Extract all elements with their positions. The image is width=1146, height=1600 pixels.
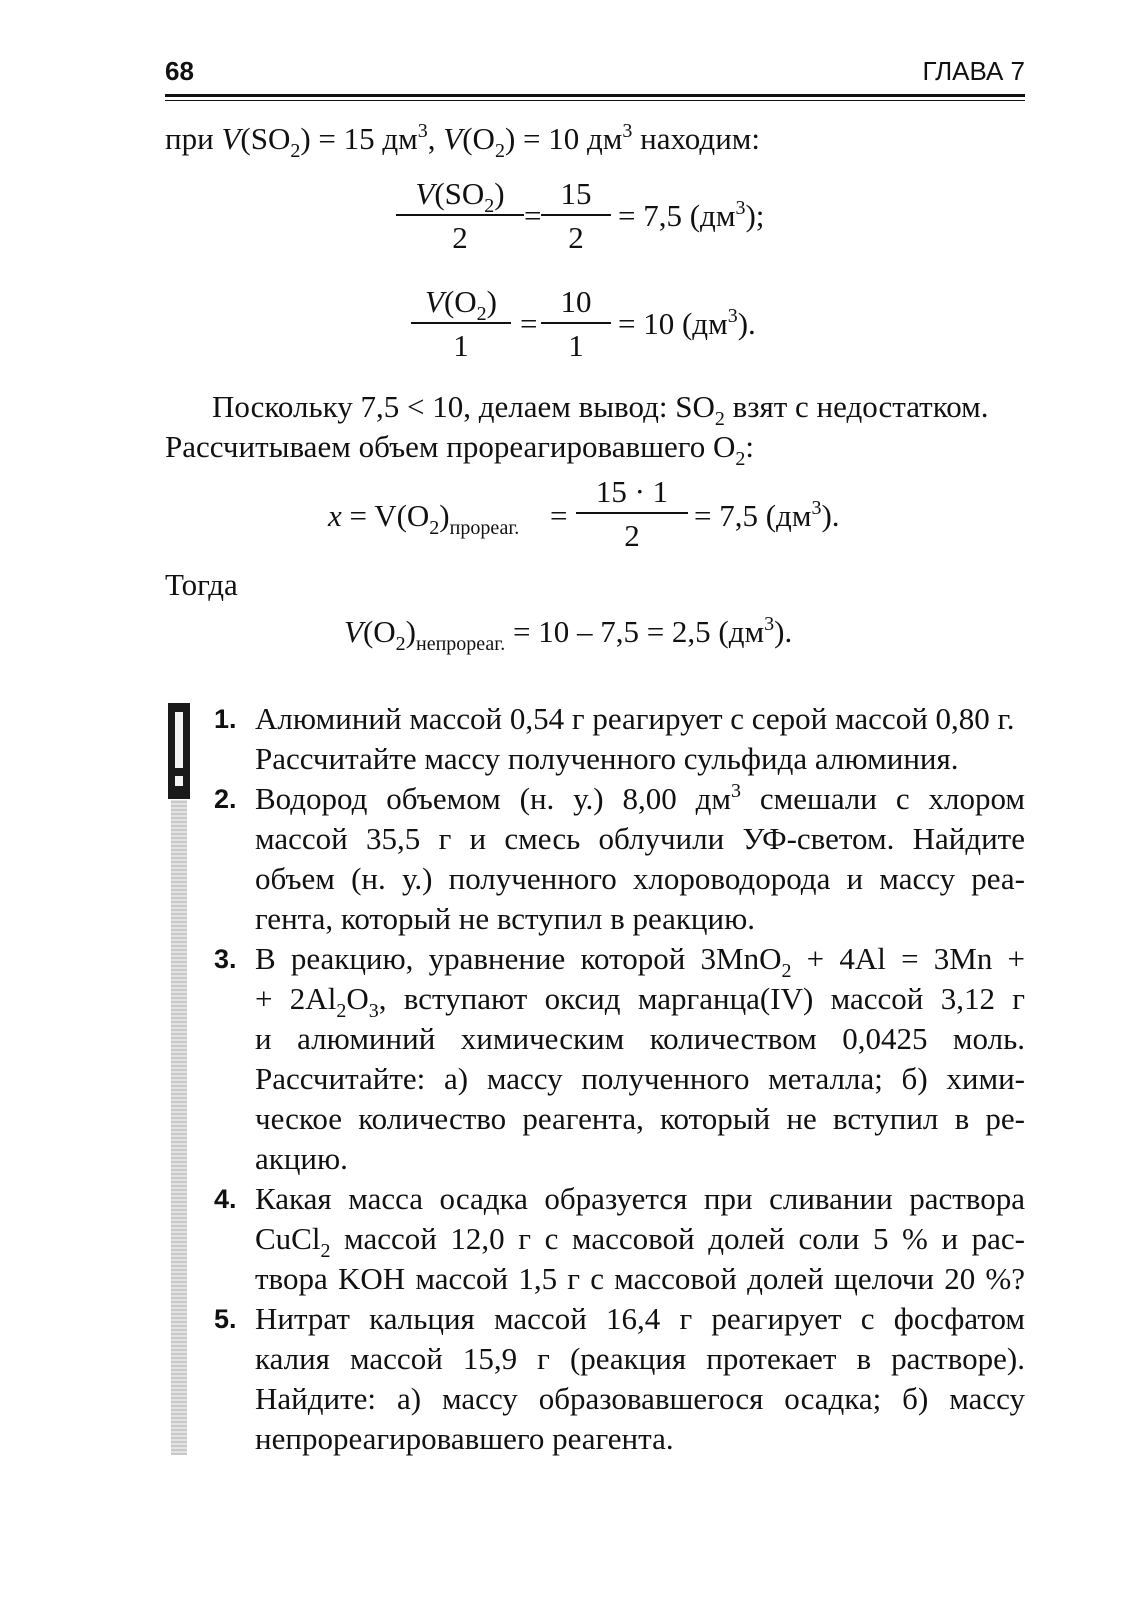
task-4-number: 4. <box>214 1184 237 1214</box>
eq1-equals: = <box>524 198 542 233</box>
header-rule-thick <box>165 94 1025 97</box>
task-4-line-1: Какая масса осадка образуется при сливании раствора <box>255 1181 1025 1216</box>
eq1-right-fraction: 15 2 <box>541 176 611 256</box>
eq3-equals: = <box>550 498 568 533</box>
eq2-left-fraction: $V(O_2)$ 1 <box>411 284 511 364</box>
chapter-title: ГЛАВА 7 <box>922 56 1025 86</box>
task-3-line-2: + $2Al_2O_3$, вступают оксид марганца(IV) массой 3,12 г <box>255 981 1025 1022</box>
conclusion-line-1: Поскольку 7,5 < 10, делаем вывод: $SO_2$ взят с недостатком. <box>212 389 989 430</box>
task-5-number: 5. <box>214 1304 237 1334</box>
eq3-result: = 7,5 $(дм^3)$. <box>694 497 840 533</box>
eq1-left-fraction: $V(SO_2)$ 2 <box>396 176 524 256</box>
eq1-result: = 7,5 $(дм^3)$; <box>618 197 765 233</box>
eq4-line: $V(O_2)_{непрореаг.} = 10 - 7,5 = 2,5$ $(дм^3)$. <box>344 613 793 655</box>
task-5-line-4: непрореагировавшего реагента. <box>255 1421 674 1456</box>
task-5-line-1: Нитрат кальция массой 16,4 г реагирует с фосфатом <box>255 1301 1025 1336</box>
task-2-line-2: массой 35,5 г и смесь облучили УФ-светом. Найдите <box>255 821 1025 856</box>
task-1-line-1: Алюминий массой 0,54 г реагирует с серой массой 0,80 г. <box>255 701 1015 736</box>
eq2-equals: = <box>520 306 538 341</box>
eq2-result: = 10 $(дм^3)$. <box>618 305 756 341</box>
task-2-number: 2. <box>214 784 237 814</box>
task-3-line-5: ческое количество реагента, который не вступил в ре- <box>255 1101 1025 1136</box>
exclamation-icon <box>172 712 186 790</box>
task-2-line-1: Водород объемом (н. у.) 8,00 $дм^3$ смешали с хлором <box>255 780 1025 816</box>
task-5-line-2: калия массой 15,9 г (реакция протекает в растворе). <box>255 1341 1025 1376</box>
task-5-line-3: Найдите: а) массу образовавшегося осадка; б) массу <box>255 1381 1025 1416</box>
eq2-right-fraction: 10 1 <box>541 284 611 364</box>
task-3-line-3: и алюминий химическим количеством 0,0425 моль. <box>255 1021 1025 1056</box>
conclusion-line-2: Рассчитываем объем прореагировавшего $O_2$: <box>165 429 754 470</box>
task-3-line-4: Рассчитайте: а) массу полученного металла; б) хими- <box>255 1061 1025 1096</box>
task-2-line-4: гента, который не вступил в реакцию. <box>255 901 756 936</box>
task-3-line-1: В реакцию, уравнение которой 3MnO$_2$ + 4Al = 3Mn + <box>255 941 1026 982</box>
task-4-line-2: CuCl$_2$ массой 12,0 г с массовой долей соли 5 % и рас- <box>255 1221 1025 1262</box>
task-1-line-2: Рассчитайте массу полученного сульфида алюминия. <box>255 741 959 776</box>
eq3-fraction: 15 · 1 2 <box>576 474 688 554</box>
task-3-number: 3. <box>214 944 237 974</box>
task-1-number: 1. <box>214 704 237 734</box>
header-rule-thin <box>165 100 1025 101</box>
margin-shading-bar <box>171 800 187 1455</box>
task-4-line-3: твора KOH массой 1,5 г с массовой долей щелочи 20 %? <box>255 1261 1025 1296</box>
page-number: 68 <box>165 56 194 86</box>
task-3-line-6: акцию. <box>255 1141 348 1176</box>
then-word: Тогда <box>165 567 238 602</box>
task-2-line-3: объем (н. у.) полученного хлороводорода и массу реа- <box>255 861 1025 896</box>
intro-line: при $V(SO_2) = 15$ $дм^3$, $V(O_2) = 10$ $дм^3$ находим: <box>165 120 761 162</box>
eq3-left: $x = V(O_2)_{прореаг.}$ <box>328 498 520 539</box>
